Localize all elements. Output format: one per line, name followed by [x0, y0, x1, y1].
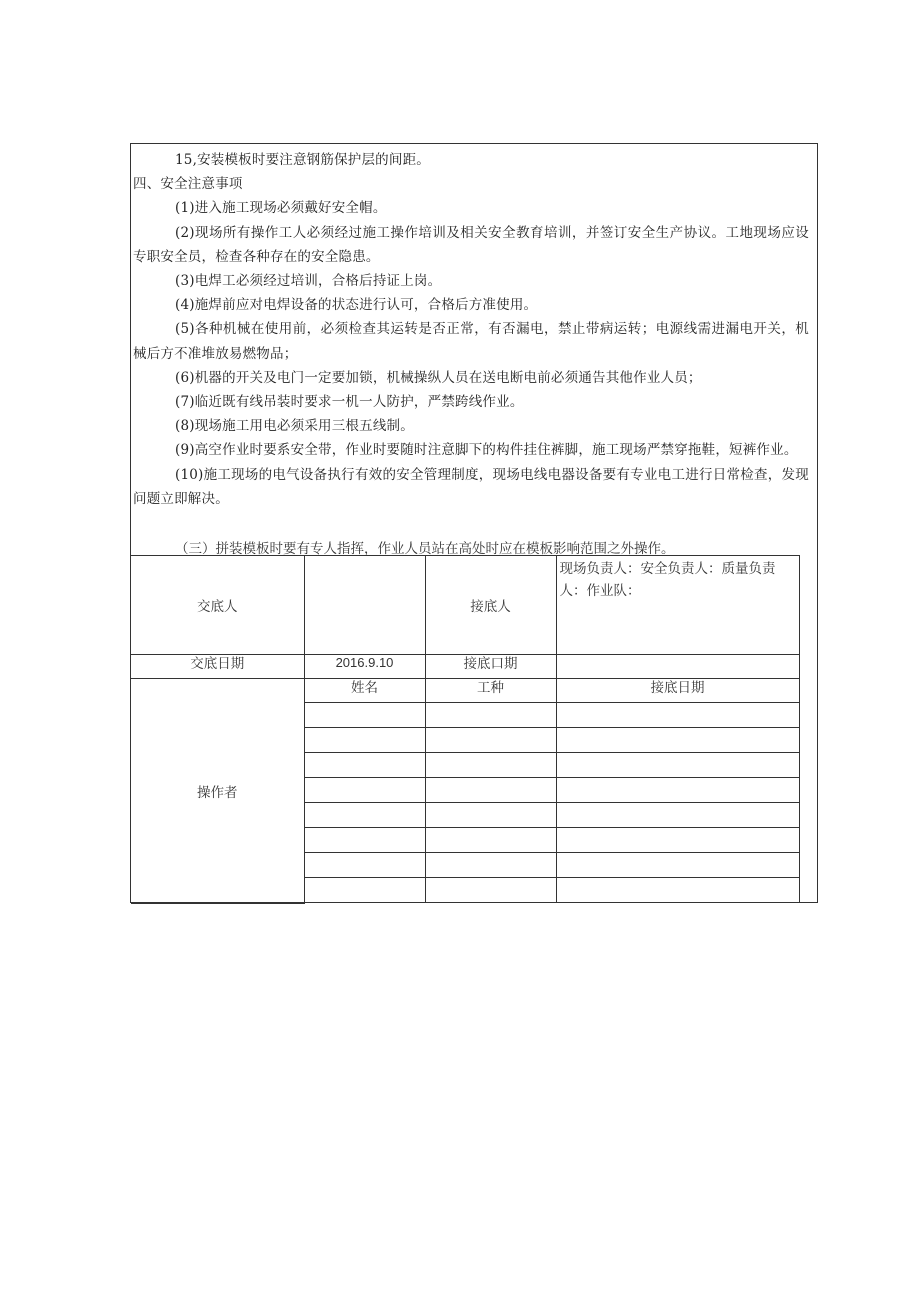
note-line: (9)高空作业时要系安全带，作业时要随时注意脚下的构件挂住裤脚，施工现场严禁穿拖鞋，短裤作业。 [175, 442, 798, 459]
operator-header-row [131, 679, 799, 703]
handover-person-label: 交底人 [131, 556, 304, 655]
trade-cell[interactable] [425, 853, 556, 878]
note-line: (5)各种机械在使用前，必须检查其运转是否正常，有否漏电，禁止带病运转；电源线需进漏电开关，机械后方不准堆放易燃物品； [133, 321, 809, 362]
handover-date-value[interactable]: 2016.9.10 [304, 655, 425, 679]
date-cell[interactable] [556, 728, 799, 753]
trade-cell[interactable] [425, 703, 556, 728]
note-line: (7)临近既有线吊装时要求一机一人防护，严禁跨线作业。 [175, 394, 524, 411]
trade-cell[interactable] [425, 878, 556, 904]
date-cell[interactable] [556, 753, 799, 778]
receiver-label: 接底人 [425, 556, 556, 655]
safety-notes [133, 148, 809, 511]
receive-date-label: 接底口期 [425, 655, 556, 679]
note-line: (4)施焊前应对电焊设备的状态进行认可，合格后方准使用。 [175, 297, 538, 314]
date-cell[interactable] [556, 803, 799, 828]
trade-cell[interactable] [425, 803, 556, 828]
receive-date-value[interactable] [556, 655, 799, 679]
note-line: (10)施工现场的电气设备执行有效的安全管理制度，现场电线电器设备要有专业电工进行日常检查，发现问题立即解决。 [133, 466, 809, 507]
note-line: 15,安装模板时要注意钢筋保护层的间距。 [175, 152, 430, 168]
trade-cell[interactable] [425, 728, 556, 753]
name-cell[interactable] [304, 778, 425, 803]
date-cell[interactable] [556, 703, 799, 728]
note-line: (1)进入施工现场必须戴好安全帽。 [175, 200, 387, 217]
handover-table [131, 555, 800, 904]
operator-label: 操作者 [131, 679, 304, 904]
name-cell[interactable] [304, 803, 425, 828]
column-header-trade: 工种 [425, 679, 556, 703]
note-line: (2)现场所有操作工人必须经过施工操作培训及相关安全教育培训，并签订安全生产协议。工地现场应设专职安全员，检查各种存在的安全隐患。 [133, 224, 809, 265]
document-frame [130, 143, 818, 903]
name-cell[interactable] [304, 878, 425, 904]
name-cell[interactable] [304, 853, 425, 878]
handover-date-label: 交底日期 [131, 655, 304, 679]
name-cell[interactable] [304, 728, 425, 753]
note-line: (8)现场施工用电必须采用三根五线制。 [175, 418, 414, 435]
partial-line: （三）拼装模板时要有专人指挥，作业人员站在高处时应在模板影响范围之外操作。 [175, 541, 675, 557]
trade-cell[interactable] [425, 778, 556, 803]
note-line: (3)电焊工必须经过培训，合格后持证上岗。 [175, 273, 442, 290]
trade-cell[interactable] [425, 828, 556, 853]
column-header-receive-date: 接底日期 [556, 679, 799, 703]
column-header-name: 姓名 [304, 679, 425, 703]
date-cell[interactable] [556, 853, 799, 878]
handover-person-value[interactable] [304, 556, 425, 655]
date-cell[interactable] [556, 828, 799, 853]
trade-cell[interactable] [425, 753, 556, 778]
receiver-notes[interactable]: 现场负责人：安全负责人：质量负责人：作业队： [556, 556, 799, 655]
name-cell[interactable] [304, 753, 425, 778]
date-row [131, 655, 799, 679]
name-cell[interactable] [304, 828, 425, 853]
note-line: (6)机器的开关及电门一定要加锁，机械操纵人员在送电断电前必须通告其他作业人员； [175, 369, 702, 386]
date-cell[interactable] [556, 778, 799, 803]
section-heading: 四、安全注意事项 [133, 176, 243, 193]
date-cell[interactable] [556, 878, 799, 904]
name-cell[interactable] [304, 703, 425, 728]
handover-row [131, 556, 799, 655]
